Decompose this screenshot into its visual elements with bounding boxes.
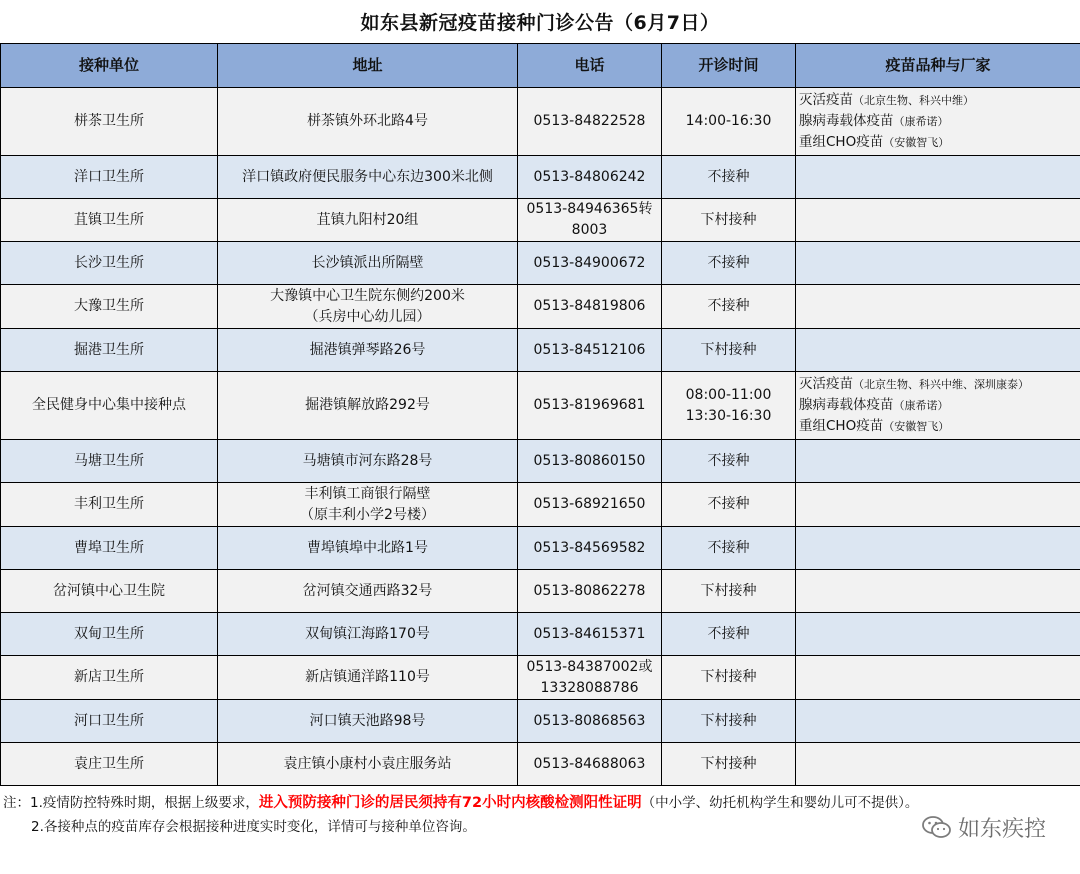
header-phone: 电话 (518, 44, 662, 88)
cell-unit: 苴镇卫生所 (1, 199, 218, 242)
address-line: 栟茶镇外环北路4号 (307, 113, 428, 129)
cell-address (218, 440, 518, 483)
hours-line: 不接种 (707, 452, 750, 469)
watermark-text: 如东疾控 (957, 817, 1046, 842)
address-line: 曹埠镇埠中北路1号 (307, 539, 428, 556)
cell-unit: 河口卫生所 (1, 700, 218, 743)
cell-hours (662, 372, 796, 440)
address-line: 河口镇天池路98号 (309, 712, 426, 729)
phone-line: 0513-80868563 (533, 712, 646, 729)
cell-phone (518, 613, 662, 656)
cell-address (218, 483, 518, 527)
cell-hours (662, 285, 796, 329)
notes (3, 791, 1078, 839)
address-line: 马塘镇市河东路28号 (302, 452, 433, 469)
cell-vaccine (796, 743, 1080, 786)
cell-unit: 洋口卫生所 (1, 156, 218, 199)
address-line: 苴镇九阳村20组 (316, 211, 419, 228)
cell-address (218, 700, 518, 743)
cell-hours (662, 743, 796, 786)
hours-line: 不接种 (707, 298, 750, 314)
cell-hours (662, 570, 796, 613)
cell-vaccine (796, 613, 1080, 656)
cell-unit: 双甸卫生所 (1, 613, 218, 656)
phone-line: 0513-84387002或 (526, 658, 653, 675)
cell-phone (518, 242, 662, 285)
header-vaccine: 疫苗品种与厂家 (796, 44, 1080, 88)
cell-vaccine (796, 199, 1080, 242)
phone-line: 0513-84819806 (533, 298, 646, 314)
phone-line: 0513-84512106 (533, 341, 646, 358)
cell-unit: 曹埠卫生所 (1, 527, 218, 570)
cell-phone (518, 483, 662, 527)
note-line-1 (3, 791, 1078, 815)
cell-hours (662, 199, 796, 242)
cell-vaccine (796, 570, 1080, 613)
cell-unit: 掘港卫生所 (1, 329, 218, 372)
vaccine-name: 灭活疫苗 (799, 92, 853, 108)
hours-line: 不接种 (707, 625, 750, 642)
table-row (1, 656, 1080, 700)
cell-phone (518, 156, 662, 199)
cell-hours (662, 242, 796, 285)
cell-hours (662, 440, 796, 483)
cell-phone (518, 570, 662, 613)
cell-address (218, 199, 518, 242)
cell-vaccine (796, 329, 1080, 372)
cell-hours (662, 527, 796, 570)
cell-address (218, 527, 518, 570)
hours-line: 下村接种 (700, 211, 757, 228)
phone-line: 0513-84688063 (533, 755, 646, 772)
vaccine-item (799, 416, 1080, 437)
vaccine-name: 灭活疫苗 (799, 376, 853, 392)
cell-address (218, 372, 518, 440)
note-1-highlight: 进入预防接种门诊的居民须持有72小时内核酸检测阳性证明 (258, 795, 642, 811)
phone-line: 0513-84822528 (533, 113, 646, 129)
cell-phone (518, 656, 662, 700)
vaccine-name: 重组CHO疫苗 (799, 418, 884, 434)
address-line: 袁庄镇小康村小袁庄服务站 (283, 755, 452, 772)
phone-line: 0513-84615371 (533, 625, 646, 642)
header-unit: 接种单位 (1, 44, 218, 88)
phone-line: 0513-84900672 (533, 254, 646, 271)
cell-vaccine (796, 372, 1080, 440)
cell-vaccine (796, 700, 1080, 743)
address-line: 洋口镇政府便民服务中心东边300米北侧 (242, 168, 493, 185)
table-row (1, 700, 1080, 743)
cell-vaccine (796, 242, 1080, 285)
hours-line: 下村接种 (700, 341, 757, 358)
hours-line: 下村接种 (700, 669, 757, 685)
address-line: 掘港镇弹琴路26号 (309, 341, 426, 358)
cell-unit: 岔河镇中心卫生院 (1, 570, 218, 613)
phone-line: 0513-68921650 (533, 496, 646, 512)
cell-address (218, 656, 518, 700)
cell-unit: 全民健身中心集中接种点 (1, 372, 218, 440)
cell-hours (662, 156, 796, 199)
table-row (1, 242, 1080, 285)
cell-vaccine (796, 88, 1080, 156)
table-row (1, 570, 1080, 613)
cell-address (218, 88, 518, 156)
cell-phone (518, 700, 662, 743)
vaccine-name: 腺病毒载体疫苗 (799, 397, 894, 413)
wechat-icon (922, 815, 952, 841)
hours-line: 不接种 (707, 539, 750, 556)
address-line: 大豫镇中心卫生院东侧约200米 (270, 287, 465, 304)
cell-address (218, 285, 518, 329)
cell-phone (518, 372, 662, 440)
table-row (1, 88, 1080, 156)
table-row (1, 527, 1080, 570)
vaccine-manufacturer: （北京生物、科兴中维） (853, 94, 974, 107)
phone-line: 0513-84569582 (533, 539, 646, 556)
vaccine-item (799, 374, 1080, 395)
cell-unit: 大豫卫生所 (1, 285, 218, 329)
cell-unit: 长沙卫生所 (1, 242, 218, 285)
vaccine-manufacturer: （安徽智飞） (883, 420, 950, 433)
cell-hours (662, 483, 796, 527)
cell-phone (518, 527, 662, 570)
hours-line: 不接种 (707, 254, 750, 271)
cell-vaccine (796, 483, 1080, 527)
address-line: 新店镇通洋路110号 (305, 669, 430, 685)
cell-vaccine (796, 440, 1080, 483)
table-row (1, 199, 1080, 242)
cell-phone (518, 329, 662, 372)
cell-vaccine (796, 285, 1080, 329)
address-line: 长沙镇派出所隔壁 (311, 254, 424, 271)
phone-line: 0513-84946365转 (526, 201, 653, 217)
phone-line: 0513-84806242 (533, 168, 646, 185)
address-line: （兵房中心幼儿园） (304, 308, 431, 325)
hours-line: 08:00-11:00 (685, 386, 772, 403)
vaccine-name: 重组CHO疫苗 (799, 134, 884, 150)
vaccine-manufacturer: （北京生物、科兴中维、深圳康泰） (853, 378, 1029, 391)
table-row (1, 743, 1080, 786)
phone-line: 0513-80862278 (533, 582, 646, 599)
cell-phone (518, 440, 662, 483)
table-row (1, 613, 1080, 656)
vaccine-item (799, 90, 1080, 111)
cell-unit: 栟茶卫生所 (1, 88, 218, 156)
vaccine-manufacturer: （安徽智飞） (883, 136, 950, 149)
phone-line: 0513-80860150 (533, 452, 646, 469)
page-title: 如东县新冠疫苗接种门诊公告（6月7日） (360, 12, 720, 34)
cell-unit: 新店卫生所 (1, 656, 218, 700)
header-address: 地址 (218, 44, 518, 88)
hours-line: 不接种 (707, 168, 750, 185)
cell-vaccine (796, 527, 1080, 570)
cell-hours (662, 656, 796, 700)
cell-phone (518, 743, 662, 786)
note-1-suffix: （中小学、幼托机构学生和婴幼儿可不提供）。 (641, 795, 919, 811)
note-line-2: 2.各接种点的疫苗库存会根据接种进度实时变化，详情可与接种单位咨询。 (31, 819, 476, 835)
address-line: 丰利镇工商银行隔壁 (304, 485, 431, 502)
cell-unit: 袁庄卫生所 (1, 743, 218, 786)
vaccine-item (799, 132, 1080, 153)
hours-line: 不接种 (707, 496, 750, 512)
phone-line: 8003 (571, 222, 608, 238)
cell-phone (518, 199, 662, 242)
vaccine-item (799, 395, 1080, 416)
address-line: 掘港镇解放路292号 (305, 397, 430, 413)
cell-address (218, 242, 518, 285)
cell-hours (662, 329, 796, 372)
cell-phone (518, 88, 662, 156)
cell-address (218, 156, 518, 199)
address-line: （原丰利小学2号楼） (300, 506, 435, 523)
vaccine-item (799, 111, 1080, 132)
cell-unit: 马塘卫生所 (1, 440, 218, 483)
cell-unit: 丰利卫生所 (1, 483, 218, 527)
cell-address (218, 743, 518, 786)
header-hours: 开诊时间 (662, 44, 796, 88)
table-row (1, 440, 1080, 483)
vaccine-name: 腺病毒载体疫苗 (799, 113, 894, 129)
hours-line: 14:00-16:30 (685, 113, 772, 129)
hours-line: 13:30-16:30 (685, 407, 772, 424)
watermark (922, 812, 1046, 843)
cell-hours (662, 88, 796, 156)
hours-line: 下村接种 (700, 582, 757, 599)
cell-phone (518, 285, 662, 329)
table-row (1, 329, 1080, 372)
phone-line: 0513-81969681 (533, 397, 646, 413)
table-row (1, 483, 1080, 527)
note-1-prefix: 注：1.疫情防控特殊时期，根据上级要求， (3, 795, 259, 811)
cell-vaccine (796, 156, 1080, 199)
cell-address (218, 570, 518, 613)
cell-hours (662, 700, 796, 743)
table-row (1, 285, 1080, 329)
address-line: 双甸镇江海路170号 (305, 625, 430, 642)
clinic-table (0, 43, 1080, 786)
cell-address (218, 329, 518, 372)
table-row (1, 156, 1080, 199)
table-row (1, 372, 1080, 440)
cell-address (218, 613, 518, 656)
cell-vaccine (796, 656, 1080, 700)
address-line: 岔河镇交通西路32号 (302, 582, 433, 599)
vaccine-manufacturer: （康希诺） (893, 399, 949, 412)
phone-line: 13328088786 (540, 679, 639, 696)
cell-hours (662, 613, 796, 656)
vaccine-manufacturer: （康希诺） (893, 115, 949, 128)
hours-line: 下村接种 (700, 712, 757, 729)
hours-line: 下村接种 (700, 755, 757, 772)
table-header-row (1, 44, 1080, 88)
